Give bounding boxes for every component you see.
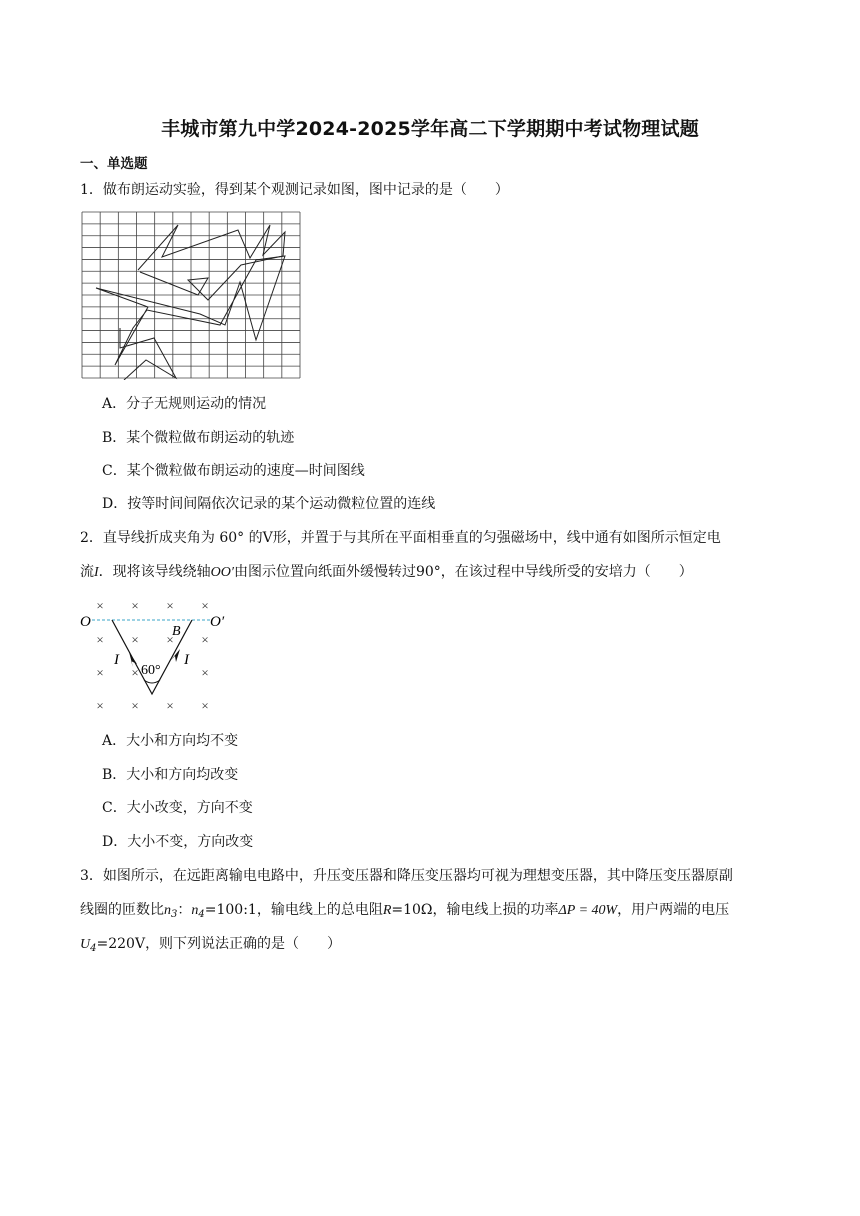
section-heading: 一、单选题 [80,156,148,172]
q2-option-a[interactable]: A．大小和方向均不变 [102,733,239,749]
svg-text:×: × [96,598,104,613]
svg-text:×: × [96,632,104,647]
svg-text:×: × [131,698,139,713]
question-1-stem: 1．做布朗运动实验，得到某个观测记录如图，图中记录的是（ ） [80,182,509,198]
svg-text:I: I [184,652,189,668]
svg-text:×: × [96,698,104,713]
q2-option-b[interactable]: B．大小和方向均改变 [102,767,239,783]
svg-text:×: × [131,598,139,613]
q1-option-d[interactable]: D．按等时间间隔依次记录的某个运动微粒位置的连线 [102,496,436,512]
svg-text:×: × [166,698,174,713]
svg-text:×: × [96,665,104,680]
svg-text:60°: 60° [141,663,161,678]
svg-text:×: × [166,598,174,613]
svg-text:×: × [131,632,139,647]
svg-text:×: × [131,665,139,680]
question-3-line-3: $U_4=220V$，则下列说法正确的是（ ） [80,936,342,954]
svg-text:B: B [172,624,181,639]
question-3-line-1: 3．如图所示，在远距离输电电路中，升压变压器和降压变压器均可视为理想变压器，其中降压变压器原副 [80,868,733,884]
q2-option-c[interactable]: C．大小改变，方向不变 [102,800,253,816]
svg-text:×: × [201,665,209,680]
q1-option-b[interactable]: B．某个微粒做布朗运动的轨迹 [102,430,295,446]
v-wire-magnetic-field-figure [76,594,236,718]
question-3-line-2: 线圈的匝数比$n_3$：$n_4=100:1$，输电线上的总电阻R=10Ω，输电线上损的功率ΔP = 40W，用户两端的电压 [80,902,730,920]
svg-text:×: × [166,632,174,647]
q1-option-c[interactable]: C．某个微粒做布朗运动的速度—时间图线 [102,463,365,479]
question-2-line-2: 流I．现将该导线绕轴OO′由图示位置向纸面外缓慢转过90°，在该过程中导线所受的安培力（ ） [80,564,693,580]
svg-text:×: × [201,698,209,713]
svg-text:×: × [201,598,209,613]
svg-text:O: O [80,614,91,630]
svg-text:I: I [114,652,119,668]
question-2-line-1: 2．直导线折成夹角为 60° 的V形，并置于与其所在平面相垂直的匀强磁场中，线中通有如图所示恒定电 [80,530,721,546]
brownian-path [96,256,285,365]
svg-text:×: × [201,632,209,647]
q2-option-d[interactable]: D．大小不变，方向改变 [102,834,254,850]
brownian-path-upper [138,225,285,300]
brownian-motion-figure [80,210,302,380]
page-title: 丰城市第九中学2024-2025学年高二下学期期中考试物理试题 [161,118,699,140]
svg-text:O′: O′ [210,614,225,630]
q1-option-a[interactable]: A．分子无规则运动的情况 [102,396,267,412]
